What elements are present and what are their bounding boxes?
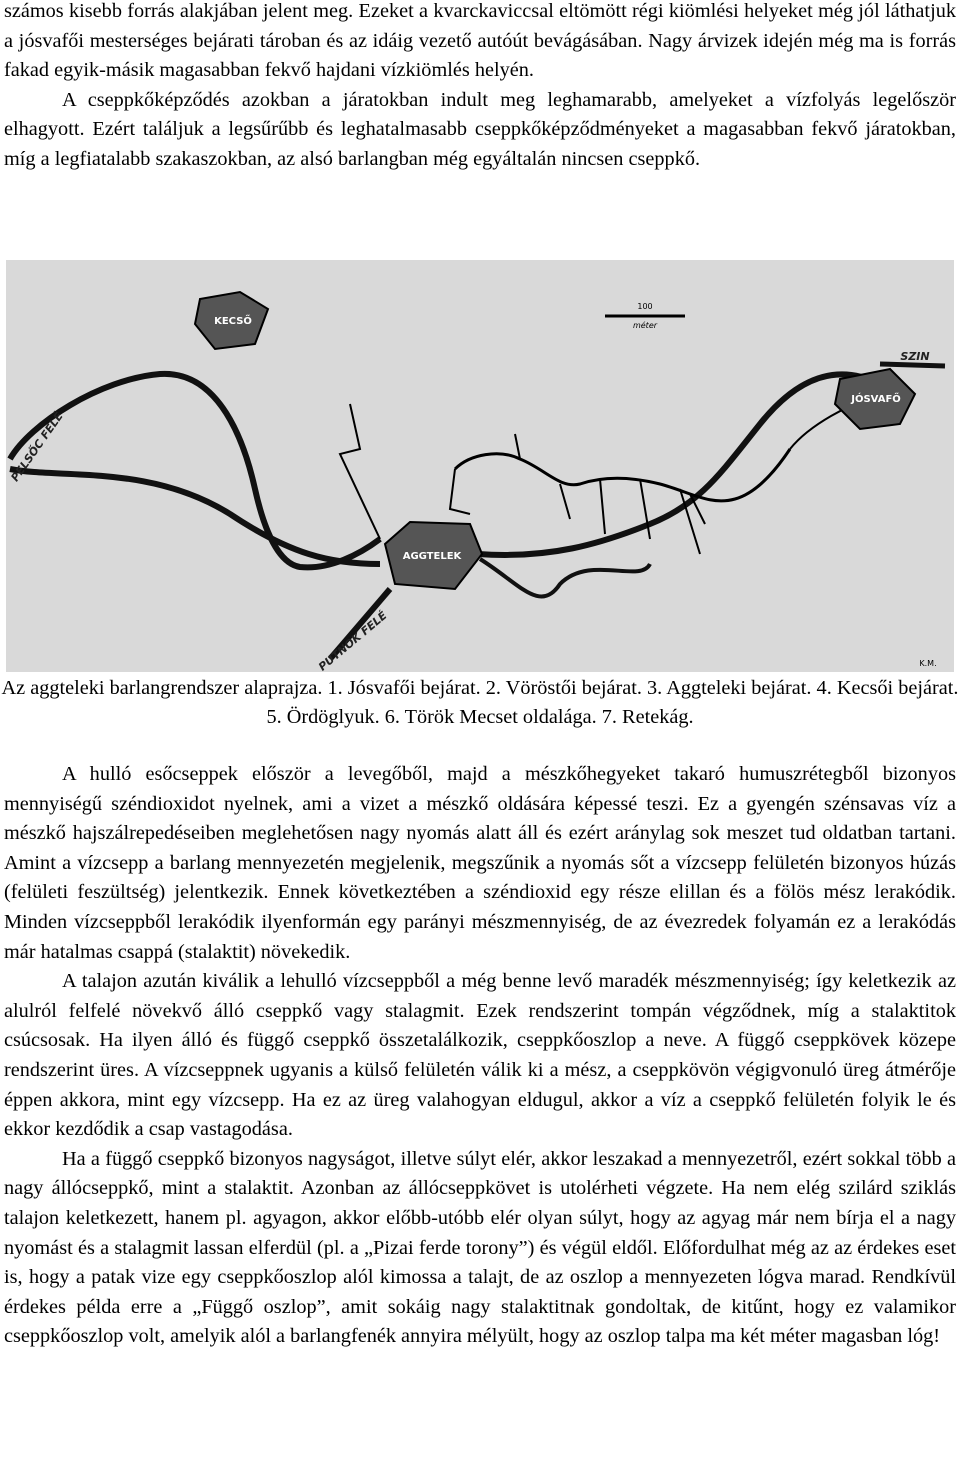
paragraph-bottom-2: A talajon azután kiválik a lehulló vízcseppből a még benne levő maradék mészmennyiség; így keletkezik az alulról felfelé növekvő álló cseppkő vagy stalagmit. Ezek rendszerint tompán végződnek, míg a stalaktitok csúcsosak. Ha ilyen álló és függő cseppkő összetalálkozik, cseppkőoszlop a neve. A függő cseppkövek közepe rendszerint üres. A vízcseppnek ugyanis a külső felületén válik ki a mész, a cseppkövön végigvonuló üreg átmérője éppen akkora, mint egy vízcsepp. Ha ez az üreg valahogyan eldugul, akkor a víz a cseppkő felületén folyik le és ekkor kezdődik a csap vastagodása. [4, 970, 956, 1141]
top-text-block [4, 0, 956, 175]
bottom-text-block [4, 760, 956, 1352]
label-aggtelek: AGGTELEK [402, 551, 462, 562]
scale-value: 100 [637, 302, 653, 311]
map-initials: K.M. [919, 659, 937, 668]
paragraph-bottom-3: Ha a függő cseppkő bizonyos nagyságot, illetve súlyt elér, akkor leszakad a mennyezetről, ezért sokkal több a nagy állócseppkő, mint a stalaktit. Azonban az állócseppkövet is utolérheti végzete. Ha nem elég szilárd sziklás talajon keletkezett, hanem pl. agyagon, akkor előbb-utóbb elér olyan súlyt, hogy az agyag már nem bírja el a nagy nyomást és a stalagmit lassan elferdül (pl. a „Pizai ferde torony”) és végül eldől. Előfordulhat még az az érdekes eset is, hogy a patak vize egy cseppkőoszlop alól kimossa a talajt, de az oszlop a mennyezeten lógva marad. Rendkívül érdekes példa erre a „Függő oszlop”, amit sokáig nagy stalaktitnak gondoltak, de kitűnt, hogy ez valamikor cseppkőoszlop volt, amelyik alól a barlangfenék annyira mélyült, hogy az oszlop talpa ma két méter magasban lóg! [4, 1147, 956, 1348]
road-szin [880, 364, 945, 366]
figure-caption: Az aggteleki barlangrendszer alaprajza. 1. Jósvafői bejárat. 2. Vöröstői bejárat. 3. Aggteleki bejárat. 4. Kecsői bejárat. 5. Ördöglyuk. 6. Török Mecset oldalága. 7. Retekág. [1, 677, 959, 728]
label-putnok-road: PUTNOK FELÉ [316, 609, 390, 674]
map-background [6, 260, 954, 672]
label-josvafo: JÓSVAFŐ [851, 394, 901, 405]
paragraph-bottom-1: A hulló esőcseppek először a levegőből, majd a mészkőhegyeket takaró humuszrétegből bizonyos mennyiségű széndioxidot nyelnek, ami a vizet a mészkő oldására képessé teszi. Ez a gyengén szénsavas víz a mészkő hajszálrepedéseiben meglehetősen nagy nyomás alatt áll és ezért aránylag sok meszet tud oldatban tartani. Amint a vízcsepp a barlang mennyezetén megjelenik, megszűnik a nyomás sőt a vízcsepp felületén bizonyos húzás (felületi feszültség) jelentkezik. Ennek következtében a széndioxid egy része elillan és a fölös mész lerakódik. Minden vízcseppből lerakódik ilyenformán egy parányi mészmennyiség, de az évezredek folyamán ez a lerakódás már hatalmas csappá (stalaktit) növekedik. [4, 763, 956, 963]
cave-map-figure [0, 254, 960, 678]
scale-unit: méter [632, 321, 658, 330]
paragraph-top-1: számos kisebb forrás alakjában jelent meg. Ezeket a kvarckaviccsal eltömött régi kiömlési helyeket még jól láthatjuk a jósvafői mesterséges bejárati tároban és az idáig vezető autóút bevágásában. Nagy árvizek idején még ma is forrás fakad egyik-másik magasabban fekvő hajdani vízkiömlés helyén. [4, 0, 956, 82]
paragraph-top-2: A cseppkőképződés azokban a járatokban indult meg leghamarabb, amelyeket a vízfolyás legelőször elhagyott. Ezért találjuk a legsűrűbb és leghatalmasabb cseppkőképződményeket a magasabban fekvő járatokban, míg a legfiatalabb szakaszokban, az alsó barlangban még egyáltalán nincsen cseppkő. [4, 88, 956, 170]
label-pelsoc-road: PELSŐC FELÉ [8, 409, 66, 485]
label-szin-road: SZIN [900, 350, 930, 363]
label-kecso: KECSŐ [214, 316, 252, 327]
